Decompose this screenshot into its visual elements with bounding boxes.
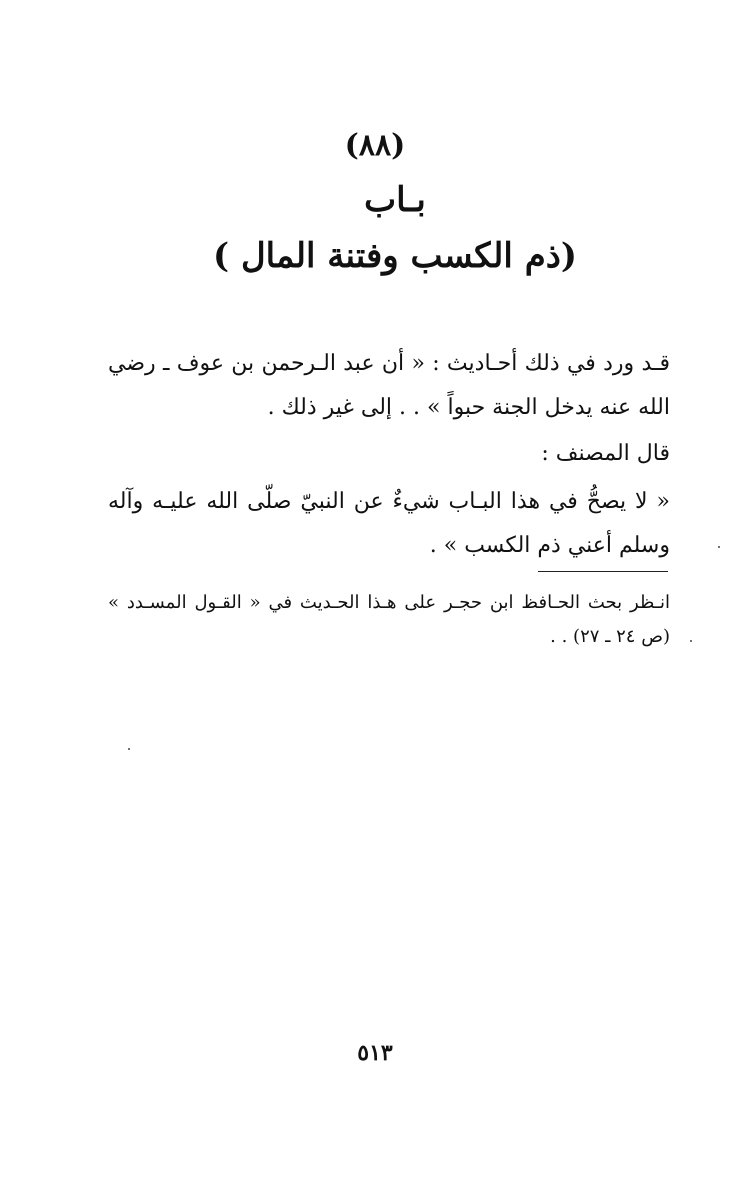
page-number: ٥١٣ — [357, 1040, 393, 1066]
body-paragraph-author-says: قال المصنف : — [541, 441, 670, 466]
scan-speck — [690, 640, 692, 642]
chapter-label: بـاب — [364, 180, 426, 220]
body-paragraph-author-statement: « لا يصحُّ في هذا البـاب شيءٌ عن النبيّ صلّى الله عليـه وآله وسلم أعني ذم الكسب » . — [108, 489, 670, 558]
footnote-divider — [538, 571, 668, 572]
chapter-number: (٨٨) — [344, 128, 406, 163]
body-paragraph-hadith-intro: قـد ورد في ذلك أحـاديث : « أن عبد الـرحمن بن عوف ـ رضي الله عنه يدخل الجنة حبواً » . . إلى غير ذلك . — [108, 351, 670, 420]
chapter-title: (ذم الكسب وفتنة المال ) — [213, 236, 577, 276]
scan-speck — [128, 748, 130, 750]
footnote: انـظر بحث الحـافظ ابن حجـر على هـذا الحـديث في « القـول المسـدد » (ص ٢٤ ـ ٢٧) . . — [108, 592, 670, 647]
scan-speck — [718, 546, 720, 548]
